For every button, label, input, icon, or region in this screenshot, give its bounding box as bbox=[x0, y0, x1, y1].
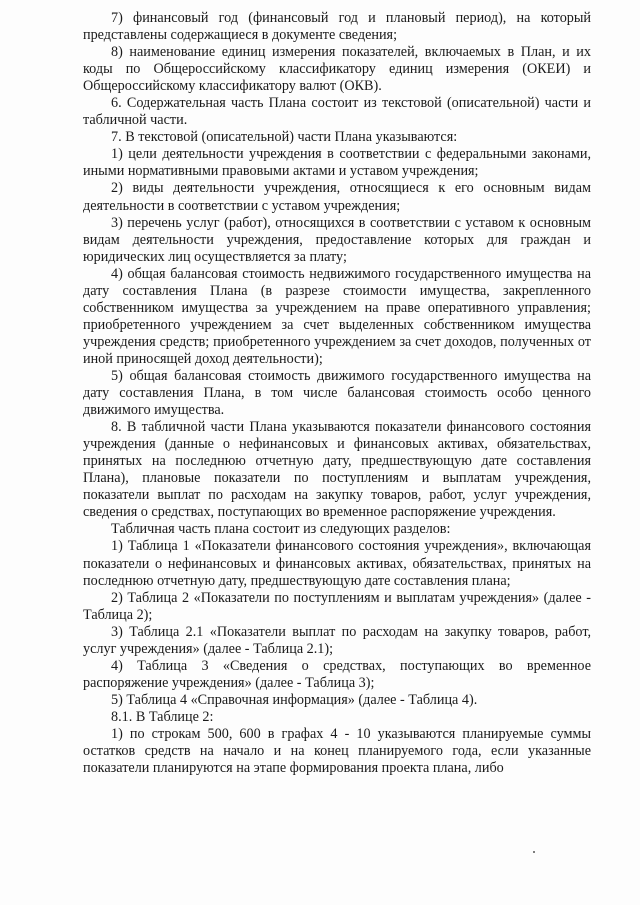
paragraph-table-sections-intro: Табличная часть плана состоит из следующих разделов: bbox=[111, 521, 451, 538]
paragraph-section-8-1: 8.1. В Таблице 2: bbox=[111, 708, 214, 725]
paragraph-table-2: 2) Таблица 2 «Показатели по поступлениям и выплатам учреждения» (далее - Таблица 2); bbox=[83, 589, 591, 623]
paragraph-7-item-1: 1) цели деятельности учреждения в соответствии с федеральными законами, иными нормативными правовыми актами и уставом учреждения; bbox=[83, 146, 591, 180]
document-body bbox=[83, 10, 591, 777]
paragraph-7-item-2: 2) виды деятельности учреждения, относящиеся к его основным видам деятельности в соответствии с уставом учреждения; bbox=[83, 180, 591, 214]
paragraph-table-4: 5) Таблица 4 «Справочная информация» (далее - Таблица 4). bbox=[111, 691, 478, 708]
paragraph-8-1-item-1: 1) по строкам 500, 600 в графах 4 - 10 указываются планируемые суммы остатков средств на начало и на конец планируемого года, если указанные показатели планируются на этапе формирования проекта плана, либо bbox=[83, 725, 591, 777]
paragraph-7-item-3: 3) перечень услуг (работ), относящихся в соответствии с уставом к основным видам деятельности учреждения, предоставление которых для граждан и юридических лиц осуществляется за плату; bbox=[83, 214, 591, 265]
paragraph-item-7-fiscal-year: 7) финансовый год (финансовый год и плановый период), на который представлены содержащиеся в документе сведения; bbox=[83, 10, 591, 44]
paragraph-7-item-5: 5) общая балансовая стоимость движимого государственного имущества на дату составления Плана, в том числе балансовая стоимость особо ценного движимого имущества. bbox=[83, 367, 591, 419]
paragraph-section-6: 6. Содержательная часть Плана состоит из текстовой (описательной) части и табличной части. bbox=[83, 95, 591, 129]
paragraph-item-8-units: 8) наименование единиц измерения показателей, включаемых в План, и их коды по Общероссийскому классификатору единиц измерения (ОКЕИ) и Общероссийскому классификатору валют (ОКВ). bbox=[83, 44, 591, 95]
paragraph-7-item-4: 4) общая балансовая стоимость недвижимого государственного имущества на дату составления Плана (в разрезе стоимости имущества, закрепленного собственником имущества за учреждением на праве оперативного управления; приобретенного учреждением за счет выделенных собственником имущества учреждения средств; приобретенного учреждением за счет доходов, полученных от иной приносящей доход деятельности); bbox=[83, 265, 591, 367]
paragraph-section-8: 8. В табличной части Плана указываются показатели финансового состояния учреждения (данные о нефинансовых и финансовых активах, обязательствах, принятых на последнюю отчетную дату, предшествующую дате составления Плана), плановые показатели по поступлениям и выплатам учреждения, показатели выплат по расходам на закупку товаров, работ, услуг учреждения, сведения о средствах, поступающих во временное распоряжение учреждения. bbox=[83, 419, 591, 521]
paragraph-table-1: 1) Таблица 1 «Показатели финансового состояния учреждения», включающая показатели о нефинансовых и финансовых активах, обязательствах, принятых на последнюю отчетную дату, предшествующую дате составления плана; bbox=[83, 538, 591, 589]
paragraph-table-3: 4) Таблица 3 «Сведения о средствах, поступающих во временное распоряжение учреждения» (далее - Таблица 3); bbox=[83, 657, 591, 691]
paragraph-table-2-1: 3) Таблица 2.1 «Показатели выплат по расходам на закупку товаров, работ, услуг учреждения» (далее - Таблица 2.1); bbox=[83, 623, 591, 657]
scan-speck bbox=[533, 851, 535, 853]
paragraph-section-7: 7. В текстовой (описательной) части Плана указываются: bbox=[111, 129, 458, 146]
